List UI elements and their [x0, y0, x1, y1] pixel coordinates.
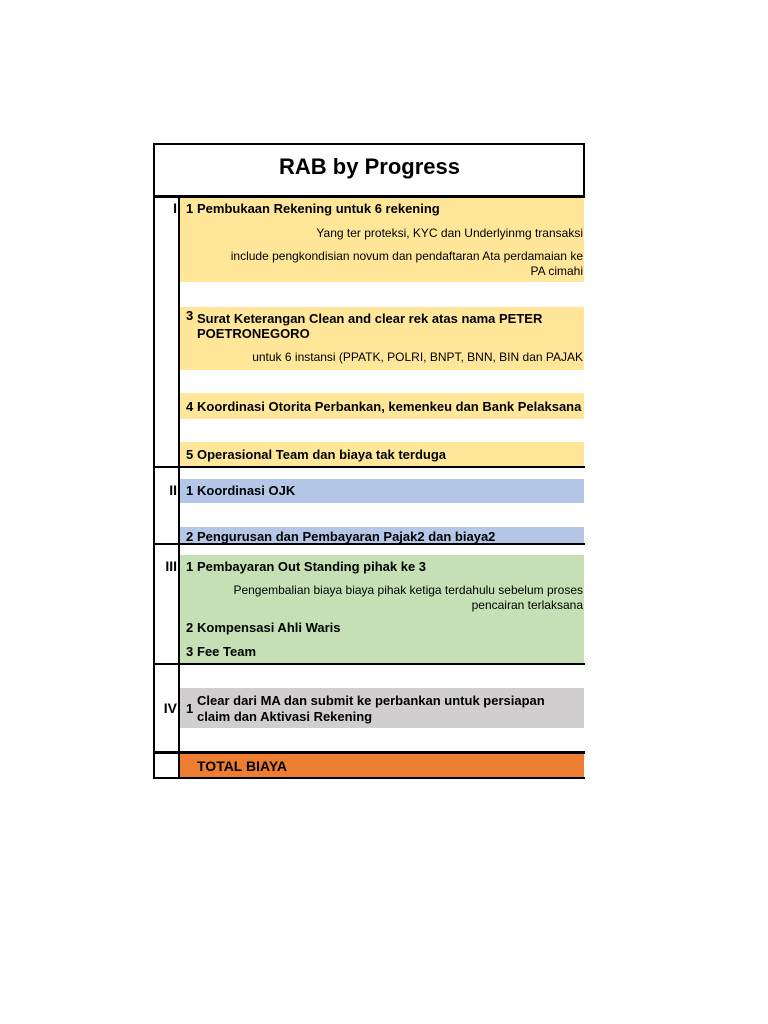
border-bottom [153, 777, 585, 779]
divider-s1 [153, 466, 585, 468]
s1-item3-label: Surat Keterangan Clean and clear rek atas nama PETER [197, 311, 543, 326]
s4-item1-label2: claim dan Aktivasi Rekening [197, 709, 373, 724]
s4-item1-no: 1 [186, 701, 194, 716]
s3-item1-no: 1 [186, 559, 194, 574]
s2-item2-label: Pengurusan dan Pembayaran Pajak2 dan biaya2 [197, 529, 496, 544]
section-1-roman: I [173, 200, 177, 216]
s1-item1-note2: include pengkondisian novum dan pendaftaran Ata perdamaian ke [230, 249, 583, 263]
s3-item1-label: Pembayaran Out Standing pihak ke 3 [197, 559, 427, 574]
s2-item2-no: 2 [186, 529, 194, 544]
border-left [153, 143, 155, 779]
s1-item1-no: 1 [186, 201, 194, 216]
s3-item2-no: 2 [186, 620, 194, 635]
s1-item1-label: Pembukaan Rekening untuk 6 rekening [197, 201, 440, 216]
s1-item5-no: 5 [186, 447, 194, 462]
section-4-roman: IV [163, 700, 177, 716]
border-top [153, 143, 585, 145]
s3-item1-note1: Pengembalian biaya biaya pihak ketiga terdahulu sebelum proses [233, 583, 583, 597]
s1-item5-label: Operasional Team dan biaya tak terduga [197, 447, 447, 462]
section-3-roman: III [165, 558, 177, 574]
s1-item3-note1: untuk 6 instansi (PPATK, POLRI, BNPT, BNN, BIN dan PAJAK [252, 350, 583, 364]
s3-item1-note2: pencairan terlaksana [471, 598, 583, 612]
s2-item1-no: 1 [186, 483, 194, 498]
s3-item2-label: Kompensasi Ahli Waris [197, 620, 341, 635]
s1-item1-note1: Yang ter proteksi, KYC dan Underlyinmg transaksi [316, 226, 583, 240]
divider-s3 [153, 663, 585, 665]
s1-item4-no: 4 [186, 399, 194, 414]
page-title: RAB by Progress [279, 154, 460, 179]
title-divider [153, 195, 585, 198]
total-label: TOTAL BIAYA [197, 758, 287, 774]
s1-item3-label2: POETRONEGORO [197, 326, 310, 341]
s4-item1-label: Clear dari MA dan submit ke perbankan untuk persiapan [197, 693, 545, 708]
s1-item3-no: 3 [186, 308, 194, 323]
section-2-roman: II [169, 482, 177, 498]
s3-item3-label: Fee Team [197, 644, 257, 659]
s1-item1-note3: PA cimahi [530, 264, 583, 278]
border-right [583, 143, 585, 198]
s1-item4-label: Koordinasi Otorita Perbankan, kemenkeu dan Bank Pelaksana [197, 399, 582, 414]
s2-item1-label: Koordinasi OJK [197, 483, 296, 498]
s3-item3-no: 3 [186, 644, 194, 659]
divider-total [153, 751, 585, 754]
roman-column-divider [178, 196, 180, 779]
